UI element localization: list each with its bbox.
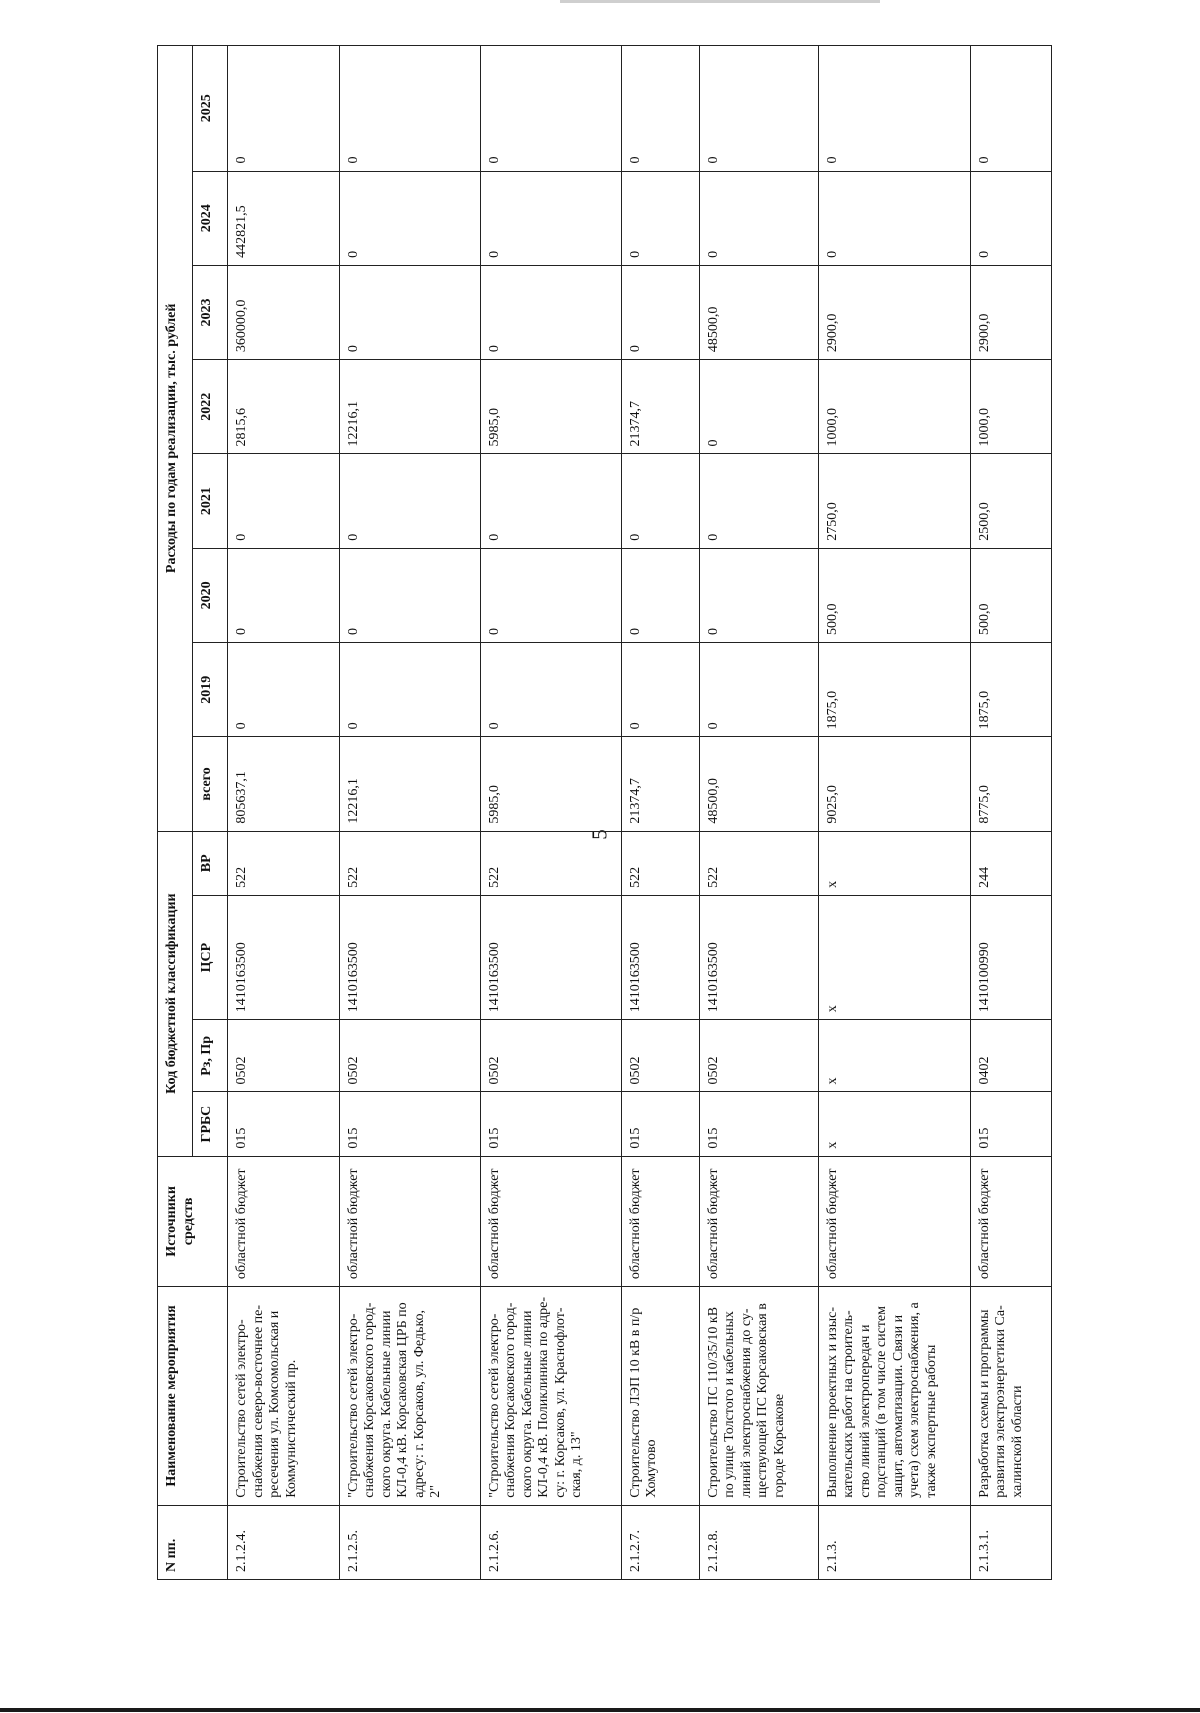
- header-vr: ВР: [193, 831, 228, 895]
- row-year-cell: 21374,7: [621, 360, 699, 454]
- header-year: 2024: [193, 171, 228, 265]
- row-year-cell: 0: [480, 643, 621, 737]
- row-year-cell: 0: [621, 265, 699, 359]
- row-year-cell: 500,0: [970, 548, 1051, 642]
- row-source-cell: областной бюджет: [621, 1156, 699, 1286]
- header-row-1: [158, 46, 193, 1580]
- row-name-cell: Выполнение проектных и изыс-кательских работ на строитель-ство линий электропередач и подстанций (в том числе систем защит, автоматизации. Связи и учета) схем электроснабжения, а также экспертные работы: [818, 1287, 970, 1506]
- row-total-cell: 48500,0: [699, 737, 818, 831]
- row-csr-cell: 1410100990: [970, 895, 1051, 1019]
- row-vr-cell: 522: [621, 831, 699, 895]
- row-rz-pr-cell: 0502: [228, 1020, 340, 1092]
- table-row: [970, 46, 1051, 1580]
- row-year-cell: 0: [480, 171, 621, 265]
- row-year-cell: 0: [621, 46, 699, 172]
- row-year-cell: 0: [339, 643, 480, 737]
- row-year-cell: 0: [339, 265, 480, 359]
- row-csr-cell: 1410163500: [699, 895, 818, 1019]
- row-year-cell: 1875,0: [818, 643, 970, 737]
- row-grbs-cell: 015: [480, 1092, 621, 1156]
- row-year-cell: 0: [228, 454, 340, 548]
- row-year-cell: 0: [699, 548, 818, 642]
- row-year-cell: 12216,1: [339, 360, 480, 454]
- row-year-cell: 0: [228, 643, 340, 737]
- row-rz-pr-cell: 0502: [621, 1020, 699, 1092]
- scan-artifact: [560, 0, 880, 3]
- header-budget-code: Код бюджетной классификации: [158, 831, 193, 1156]
- row-rz-pr-cell: 0502: [339, 1020, 480, 1092]
- table-row: [480, 46, 621, 1580]
- row-grbs-cell: 015: [970, 1092, 1051, 1156]
- row-source-cell: областной бюджет: [480, 1156, 621, 1286]
- row-year-cell: 0: [339, 548, 480, 642]
- row-total-cell: 12216,1: [339, 737, 480, 831]
- header-rz-pr: Рз, Пр: [193, 1020, 228, 1092]
- row-vr-cell: 522: [480, 831, 621, 895]
- header-year: 2019: [193, 643, 228, 737]
- row-year-cell: 0: [228, 548, 340, 642]
- row-year-cell: 0: [480, 46, 621, 172]
- row-number-cell: 2.1.3.1.: [970, 1505, 1051, 1579]
- row-year-cell: 0: [621, 643, 699, 737]
- row-year-cell: 0: [480, 454, 621, 548]
- row-source-cell: областной бюджет: [818, 1156, 970, 1286]
- header-expenses: Расходы по годам реализации, тыс. рублей: [158, 46, 193, 832]
- row-source-cell: областной бюджет: [339, 1156, 480, 1286]
- row-number-cell: 2.1.2.8.: [699, 1505, 818, 1579]
- row-source-cell: областной бюджет: [970, 1156, 1051, 1286]
- row-year-cell: 2900,0: [818, 265, 970, 359]
- budget-table: [157, 45, 1052, 1580]
- row-year-cell: 0: [621, 548, 699, 642]
- rotated-table-container: [157, 45, 1052, 1580]
- row-source-cell: областной бюджет: [699, 1156, 818, 1286]
- row-total-cell: 805637,1: [228, 737, 340, 831]
- row-year-cell: 2500,0: [970, 454, 1051, 548]
- row-csr-cell: 1410163500: [480, 895, 621, 1019]
- row-grbs-cell: 015: [228, 1092, 340, 1156]
- header-year: 2023: [193, 265, 228, 359]
- row-rz-pr-cell: 0402: [970, 1020, 1051, 1092]
- row-grbs-cell: 015: [621, 1092, 699, 1156]
- row-year-cell: 0: [970, 46, 1051, 172]
- row-year-cell: 0: [699, 643, 818, 737]
- table-row: [818, 46, 970, 1580]
- row-year-cell: 0: [621, 171, 699, 265]
- row-name-cell: Разработка схемы и программы развития электроэнергетики Са-халинской области: [970, 1287, 1051, 1506]
- row-rz-pr-cell: x: [818, 1020, 970, 1092]
- row-year-cell: 0: [339, 46, 480, 172]
- row-csr-cell: 1410163500: [339, 895, 480, 1019]
- row-vr-cell: 522: [228, 831, 340, 895]
- header-year: 2025: [193, 46, 228, 172]
- row-vr-cell: 244: [970, 831, 1051, 895]
- row-number-cell: 2.1.2.7.: [621, 1505, 699, 1579]
- row-total-cell: 5985,0: [480, 737, 621, 831]
- row-year-cell: 0: [480, 265, 621, 359]
- row-grbs-cell: 015: [339, 1092, 480, 1156]
- row-year-cell: 0: [621, 454, 699, 548]
- row-year-cell: 1000,0: [818, 360, 970, 454]
- row-number-cell: 2.1.2.4.: [228, 1505, 340, 1579]
- row-year-cell: 0: [818, 46, 970, 172]
- row-vr-cell: 522: [699, 831, 818, 895]
- row-number-cell: 2.1.2.6.: [480, 1505, 621, 1579]
- row-year-cell: 5985,0: [480, 360, 621, 454]
- row-year-cell: 2750,0: [818, 454, 970, 548]
- row-csr-cell: x: [818, 895, 970, 1019]
- row-year-cell: 500,0: [818, 548, 970, 642]
- row-year-cell: 0: [228, 46, 340, 172]
- row-year-cell: 1875,0: [970, 643, 1051, 737]
- row-name-cell: Строительство сетей электро-снабжения северо-восточнее пе-ресечения ул. Комсомольская и Коммунистический пр.: [228, 1287, 340, 1506]
- header-csr: ЦСР: [193, 895, 228, 1019]
- row-name-cell: "Строительство сетей электро-снабжения Корсаковского город-ского округа. Кабельные линии КЛ-0,4 кВ. Поликлиника по адре-су: г. Корсаков, ул. Краснофлот-ская, д. 13": [480, 1287, 621, 1506]
- row-year-cell: 2815,6: [228, 360, 340, 454]
- table-body: [228, 46, 1052, 1580]
- row-year-cell: 0: [699, 46, 818, 172]
- row-year-cell: 2900,0: [970, 265, 1051, 359]
- row-grbs-cell: 015: [699, 1092, 818, 1156]
- row-vr-cell: x: [818, 831, 970, 895]
- row-name-cell: Строительство ПС 110/35/10 кВ по улице Толстого и кабельных линий электроснабжения до су-ществующей ПС Корсаковская в городе Корсакове: [699, 1287, 818, 1506]
- row-year-cell: 0: [818, 171, 970, 265]
- row-total-cell: 21374,7: [621, 737, 699, 831]
- row-vr-cell: 522: [339, 831, 480, 895]
- row-grbs-cell: x: [818, 1092, 970, 1156]
- row-source-cell: областной бюджет: [228, 1156, 340, 1286]
- scan-bottom-edge: [0, 1708, 1200, 1712]
- table-row: [699, 46, 818, 1580]
- table-row: [228, 46, 340, 1580]
- row-csr-cell: 1410163500: [228, 895, 340, 1019]
- row-number-cell: 2.1.3.: [818, 1505, 970, 1579]
- row-year-cell: 0: [699, 360, 818, 454]
- row-number-cell: 2.1.2.5.: [339, 1505, 480, 1579]
- table-row: [621, 46, 699, 1580]
- row-rz-pr-cell: 0502: [480, 1020, 621, 1092]
- row-year-cell: 0: [480, 548, 621, 642]
- row-year-cell: 0: [339, 171, 480, 265]
- row-total-cell: 9025,0: [818, 737, 970, 831]
- header-year: 2021: [193, 454, 228, 548]
- table-row: [339, 46, 480, 1580]
- row-name-cell: Строительство ЛЭП 10 кВ в п/р Хомутово: [621, 1287, 699, 1506]
- row-year-cell: 0: [339, 454, 480, 548]
- header-year: 2022: [193, 360, 228, 454]
- row-rz-pr-cell: 0502: [699, 1020, 818, 1092]
- header-year: 2020: [193, 548, 228, 642]
- row-year-cell: 0: [699, 454, 818, 548]
- header-name: Наименование мероприятия: [158, 1287, 228, 1506]
- row-total-cell: 8775,0: [970, 737, 1051, 831]
- row-year-cell: 0: [699, 171, 818, 265]
- row-csr-cell: 1410163500: [621, 895, 699, 1019]
- row-year-cell: 1000,0: [970, 360, 1051, 454]
- row-name-cell: "Строительство сетей электро-снабжения Корсаковского город-ского округа. Кабельные линии КЛ-0,4 кВ. Корсаковская ЦРБ по адресу: г. Корсаков, ул. Федько, 2": [339, 1287, 480, 1506]
- row-year-cell: 360000,0: [228, 265, 340, 359]
- row-year-cell: 48500,0: [699, 265, 818, 359]
- header-grbs: ГРБС: [193, 1092, 228, 1156]
- row-year-cell: 0: [970, 171, 1051, 265]
- header-number: N пп.: [158, 1505, 228, 1579]
- page-number: 5: [587, 829, 612, 840]
- row-year-cell: 442821,5: [228, 171, 340, 265]
- header-source: Источники средств: [158, 1156, 228, 1286]
- header-total: всего: [193, 737, 228, 831]
